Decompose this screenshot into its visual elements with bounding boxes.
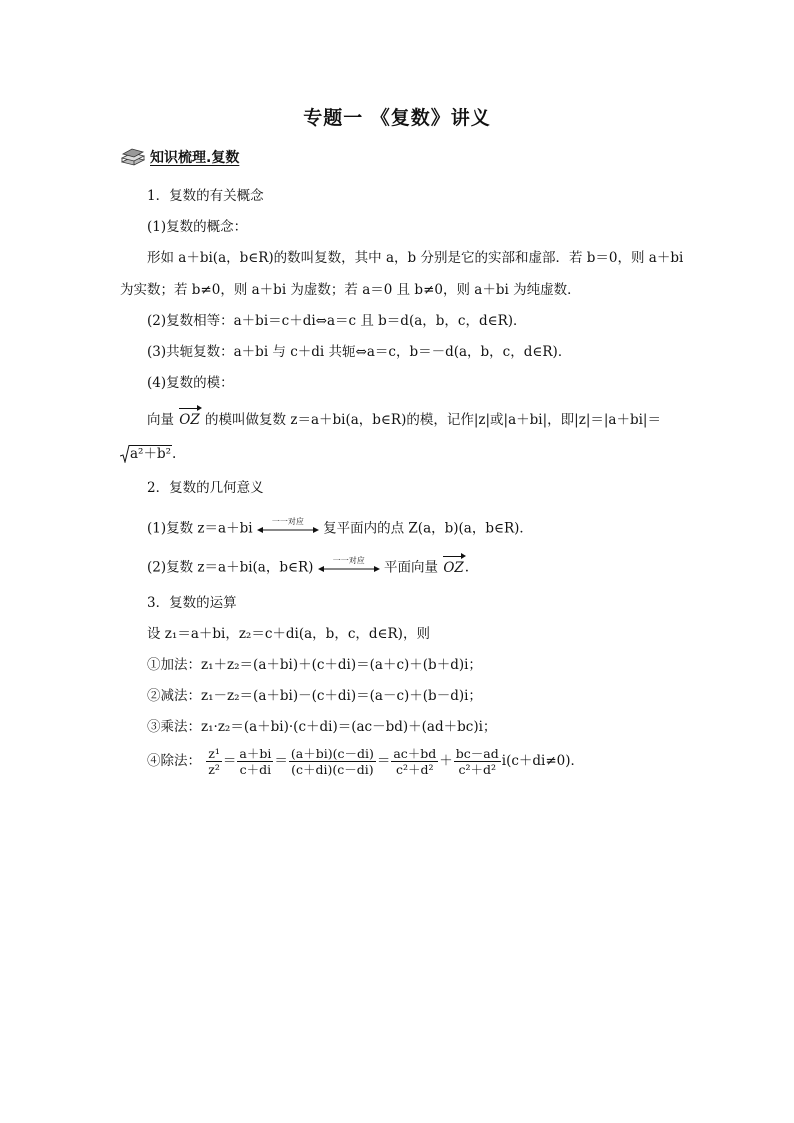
division-label: ④除法：	[147, 753, 201, 769]
subtraction-line: ②减法：z₁－z₂＝(a＋bi)－(c＋di)＝(a－c)＋(b－d)i；	[147, 688, 482, 704]
fraction-expanded	[289, 746, 376, 777]
fraction-real-den: c²＋d²	[396, 762, 434, 777]
fraction-z-num: z¹	[208, 746, 220, 761]
modulus-sqrt-line	[120, 445, 176, 463]
multiplication-line: ③乘法：z₁·z₂＝(a＋bi)·(c＋di)＝(ac－bd)＋(ad＋bc)i；	[147, 719, 497, 735]
geometric-line-2	[147, 558, 469, 578]
geometric-2-pre: (2)复数 z＝a＋bi(a，b∈R)	[147, 559, 314, 576]
fraction-expanded-den: (c＋di)(c－di)	[291, 762, 374, 777]
radical-sign-icon	[120, 445, 130, 463]
fraction-ab-cd	[237, 746, 273, 777]
modulus-line	[147, 411, 661, 429]
section-header	[120, 147, 239, 167]
vector-oz-2: OZ	[443, 559, 464, 576]
correspondence-arrow-1	[257, 519, 319, 539]
fraction-ab-num: a＋bi	[239, 746, 272, 761]
geometric-2-period: .	[464, 559, 470, 576]
section-label: 知识梳理.复数	[150, 150, 240, 166]
heading-1: 1．复数的有关概念	[147, 188, 264, 204]
page-title: 专题一 《复数》讲义	[303, 107, 491, 129]
modulus-label: (4)复数的模：	[147, 375, 234, 391]
geometric-line-1	[147, 519, 533, 539]
fraction-z-den: z²	[208, 762, 220, 777]
concept-line-1: 形如 a＋bi(a，b∈R)的数叫复数，其中 a，b 分别是它的实部和虚部．若 b＝0，则 a＋bi	[147, 250, 684, 266]
books-icon	[120, 148, 146, 166]
sqrt-expression	[120, 445, 172, 463]
fraction-imag-den: c²＋d²	[458, 762, 497, 777]
sqrt-radicand: a²＋b²	[130, 446, 172, 462]
geometric-1-pre: (1)复数 z＝a＋bi	[147, 520, 253, 537]
conjugate-line: (3)共轭复数：a＋bi 与 c＋di 共轭⇔a＝c，b＝－d(a，b，c，d∈R)．	[147, 344, 572, 360]
modulus-post: 的模叫做复数 z＝a＋bi(a，b∈R)的模，记作|z|或|a＋bi|，即|z|＝|a＋bi|＝	[205, 412, 661, 428]
fraction-imag-part	[454, 746, 501, 777]
sqrt-period: .	[172, 446, 177, 462]
fraction-real-num: ac＋bd	[393, 746, 437, 761]
fraction-z	[206, 746, 222, 777]
geometric-1-post: 复平面内的点 Z(a，b)(a，b∈R)．	[323, 520, 533, 537]
fraction-real-part	[391, 746, 438, 777]
concept-label: (1)复数的概念：	[147, 219, 248, 235]
fraction-expanded-num: (a＋bi)(c－di)	[290, 746, 374, 761]
concept-line-2: 为实数；若 b≠0，则 a＋bi 为虚数；若 a＝0 且 b≠0，则 a＋bi 为纯虚数．	[120, 282, 581, 298]
arrow-label-2: 一一对应	[332, 556, 365, 565]
set-line: 设 z₁＝a＋bi，z₂＝c＋di(a，b，c，d∈R)，则	[147, 626, 430, 642]
modulus-pre: 向量	[147, 412, 174, 428]
division-tail: i(c＋di≠0)．	[501, 753, 585, 769]
geometric-2-post: 平面向量	[384, 559, 439, 576]
vector-oz: OZ	[179, 412, 200, 428]
division-line: ④除法： $\frac{\text{z¹}}{\text{z²}}$ ＝ $\frac{a+bi}{c+di}$ ＝ $\frac{(a+bi)(c-di)}{(c+di)(c-di)}$ ＝ $\frac{ac+bd}{\text{c²＋d²}}$ ＋ $\frac{bc-ad}{\text{c²＋d²}}$ i(c＋di≠0)．	[147, 746, 585, 777]
arrow-label-1: 一一对应	[271, 517, 304, 526]
correspondence-arrow-2	[318, 558, 380, 578]
heading-2: 2．复数的几何意义	[147, 480, 264, 496]
double-arrow-icon	[257, 526, 319, 534]
double-arrow-icon	[318, 565, 380, 573]
heading-3: 3．复数的运算	[147, 595, 237, 611]
equality-line: (2)复数相等：a＋bi＝c＋di⇔a＝c 且 b＝d(a，b，c，d∈R)．	[147, 313, 527, 329]
fraction-cd-den: c＋di	[239, 762, 272, 777]
fraction-imag-num: bc－ad	[455, 746, 499, 761]
addition-line: ①加法：z₁＋z₂＝(a＋bi)＋(c＋di)＝(a＋c)＋(b＋d)i；	[147, 657, 482, 673]
